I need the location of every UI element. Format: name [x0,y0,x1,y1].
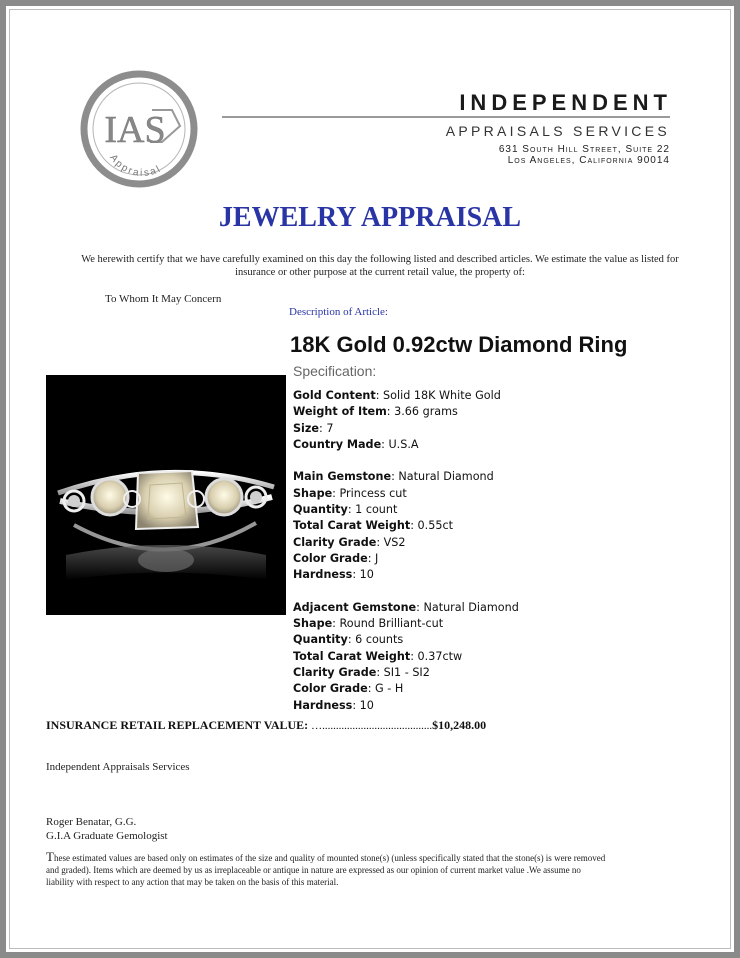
spec-value: Natural Diamond [398,470,494,484]
spec-value: 3.66 grams [394,405,458,419]
address-line-1: 631 South Hill Street, Suite 22 [498,144,670,155]
spec-row: Weight of Item: 3.66 grams [293,405,458,419]
value-label: INSURANCE RETAIL REPLACEMENT VALUE: [46,718,309,732]
spec-key: Quantity [293,633,348,647]
disclaimer-initial: T [46,849,54,864]
spec-value: 0.55ct [417,519,453,533]
header-rule [222,116,670,118]
spec-value: 6 counts [355,633,404,647]
spec-row: Quantity: 6 counts [293,633,404,647]
disclaimer [46,851,606,888]
signer-title: G.I.A Graduate Gemologist [46,830,168,842]
value-dots: …........................................ [311,720,433,732]
spec-row: Country Made: U.S.A [293,437,419,451]
spec-value: 10 [359,698,374,712]
signer-name: Roger Benatar, G.G. [46,816,137,828]
spec-row: Gold Content: Solid 18K White Gold [293,389,501,402]
spec-key: Shape [293,486,333,500]
spec-row: Hardness: 10 [293,698,374,712]
spec-key: Clarity Grade [293,666,377,680]
spec-row: Size: 7 [293,421,334,435]
spec-row: Hardness: 10 [293,568,374,582]
recipient: To Whom It May Concern [105,293,222,305]
spec-value: 0.37ctw [417,649,463,663]
spec-row: Quantity: 1 count [293,503,398,517]
signer-block [46,815,168,843]
spec-row: Shape: Round Brilliant-cut [293,617,444,631]
spec-key: Weight of Item [293,405,387,419]
spec-value: Natural Diamond [423,600,519,614]
spec-row: Clarity Grade: VS2 [293,535,406,549]
spec-row: Color Grade: J [293,551,379,565]
specification-label: Specification: [293,363,377,379]
spec-key: Gold Content [293,389,376,402]
spec-row: Total Carat Weight: 0.55ct [293,519,453,533]
spec-value: Round Brilliant-cut [339,617,444,631]
address-line-2: Los Angeles, California 90014 [507,155,670,166]
value-amount: $10,248.00 [432,718,487,732]
ring-photo [46,375,286,615]
insurance-value [46,718,486,733]
spec-key: Shape [293,617,333,631]
spec-value: U.S.A [388,437,419,451]
spec-key: Country Made [293,437,382,451]
description-label: Description of Article: [289,306,388,318]
spec-value: J [375,551,379,565]
spec-key: Color Grade [293,551,368,565]
spec-key: Hardness [293,568,353,582]
spec-value: 1 count [355,503,398,517]
spec-key: Clarity Grade [293,535,377,549]
company-name: INDEPENDENT [459,90,672,115]
spec-key: Color Grade [293,682,368,696]
spec-key: Main Gemstone [293,470,392,484]
ias-logo [80,70,198,188]
logo-subtext: Appraisal [107,152,164,179]
certification-text: We herewith certify that we have carefully examined on this day the following listed and described articles. We estimate the value as listed for insurance or other purpose at the current retail value, the property of: [81,254,679,278]
spec-value: 10 [359,568,374,582]
company-subtitle: APPRAISALS SERVICES [445,123,670,139]
spec-row: Shape: Princess cut [293,486,407,500]
spec-row: Main Gemstone: Natural Diamond [293,470,494,484]
spec-key: Hardness [293,698,353,712]
signature-company: Independent Appraisals Services [46,761,190,773]
spec-key: Total Carat Weight [293,649,411,663]
spec-key: Total Carat Weight [293,519,411,533]
logo-text: IAS [104,109,166,151]
spec-key: Quantity [293,503,348,517]
spec-value: Solid 18K White Gold [383,389,501,402]
spec-row: Total Carat Weight: 0.37ctw [293,649,463,663]
spec-key: Adjacent Gemstone [293,600,417,614]
specification-list [293,388,519,714]
spec-value: SI1 - SI2 [383,666,430,680]
document-title: JEWELRY APPRAISAL [218,202,522,233]
spec-value: 7 [326,421,334,435]
item-title: 18K Gold 0.92ctw Diamond Ring [290,332,628,357]
spec-row: Adjacent Gemstone: Natural Diamond [293,600,519,614]
spec-value: Princess cut [339,486,407,500]
disclaimer-text: hese estimated values are based only on estimates of the size and quality of mounted stone(s) (unless specifically stated that the stone(s) is were removed and graded). Items which are deemed by us as irreplaceable or antique in nature are expressed as our opinion of current market value .We assume no liability with respect to any action that may be taken on the basis of this material. [46,853,606,887]
spec-value: G - H [375,682,404,696]
spec-row: Color Grade: G - H [293,682,404,696]
spec-key: Size [293,421,319,435]
spec-value: VS2 [383,535,406,549]
spec-row: Clarity Grade: SI1 - SI2 [293,666,430,680]
